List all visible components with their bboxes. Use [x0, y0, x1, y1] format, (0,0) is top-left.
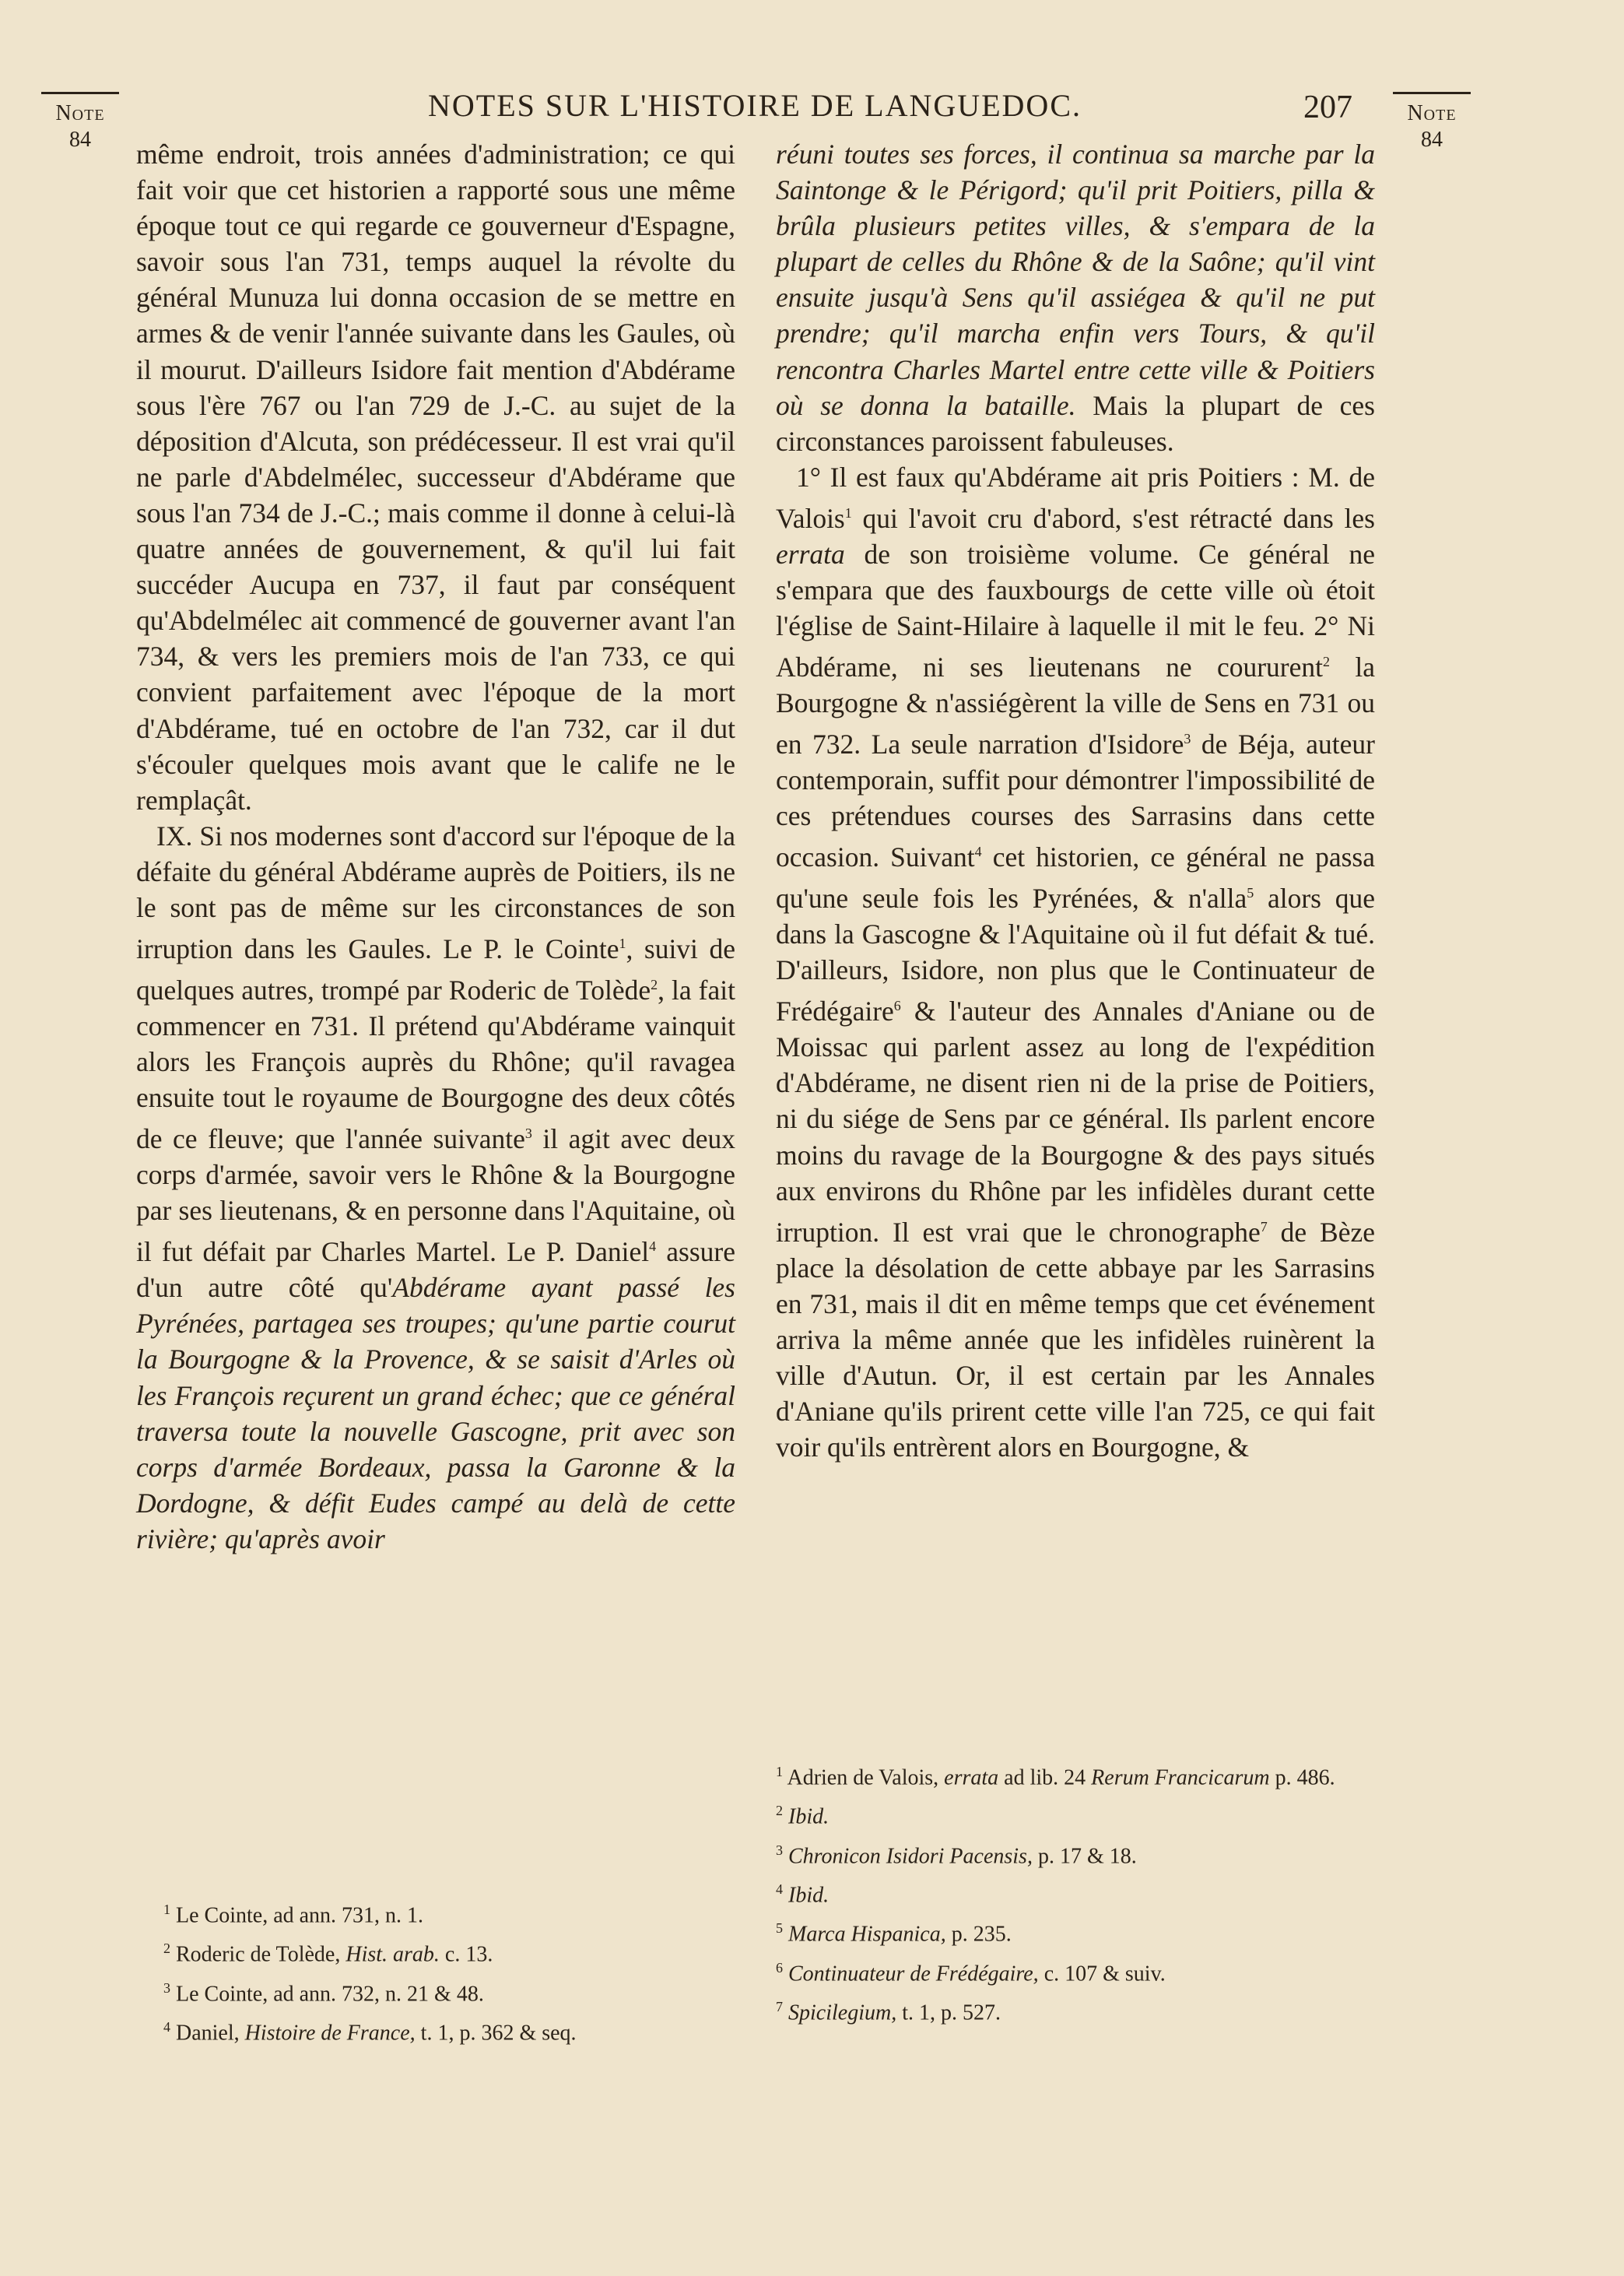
side-note-number: 84 [69, 128, 91, 152]
footnote-text: Le Cointe, ad ann. 732, n. 21 & 48. [176, 1981, 484, 2006]
footnote-text: t. 1, p. 362 & seq. [415, 2021, 577, 2046]
footnote-title: Ibid. [788, 1883, 830, 1908]
footnote-ref: 3 [1184, 731, 1191, 747]
footnote-ref: 1 [844, 504, 852, 521]
footnote-text: p. 486. [1269, 1765, 1335, 1790]
footnote-title: errata [944, 1765, 999, 1790]
footnote [163, 1893, 755, 1932]
side-note-number: 84 [1421, 128, 1443, 152]
text-run: de Béja, auteur contemporain, suffit pour démontrer l'impossibilité de ces prétendues courses des Sarrasins dans cette occasion. Suivant [776, 728, 1376, 873]
running-title: NOTES SUR L'HISTOIRE DE LANGUEDOC. [427, 88, 1082, 123]
text-run: qui l'avoit cru d'abord, s'est rétracté dans les [851, 502, 1375, 534]
footnote-ref: 3 [524, 1126, 532, 1142]
footnote-text: c. 107 & suiv. [1038, 1961, 1166, 1986]
footnote-title: Marca Hispanica, [788, 1922, 946, 1947]
footnote-number: 2 [163, 1941, 170, 1957]
running-header [0, 81, 1624, 128]
footnote [776, 1990, 1383, 2029]
footnote [776, 1794, 1383, 1833]
footnotes-left [163, 1893, 755, 2049]
text-run: il agit avec deux corps d'armée, savoir vers le Rhône & la Bourgogne par ses lieutenans, & en personne dans l'Aquitaine, où il fut défait par Charles Martel. Le P. Daniel [136, 1123, 735, 1268]
footnote [776, 1912, 1383, 1951]
text-run: assure d'un autre côté qu' [136, 1236, 735, 1304]
text-run: alors que dans la Gascogne & l'Aquitaine où il fut défait & tué. D'ailleurs, Isidore, non plus que le Continuateur de Frédégaire [776, 883, 1375, 1027]
footnote-text: t. 1, p. 527. [896, 2000, 1001, 2025]
footnote-ref: 6 [893, 998, 901, 1014]
footnote-number: 4 [163, 2018, 170, 2035]
text-run: errata [776, 538, 845, 570]
text-run: , suivi de quelques autres, trompé par Roderic de Tolède [136, 933, 735, 1006]
footnote-title: Histoire de France, [244, 2021, 416, 2046]
footnote-text: Adrien de Valois, [787, 1765, 945, 1790]
footnote [776, 1834, 1383, 1873]
text-run: 1° Il est faux qu'Abdérame ait pris Poitiers : M. de Valois [776, 461, 1375, 534]
side-note-rule [41, 92, 119, 94]
footnote-number: 3 [776, 1842, 783, 1858]
footnote-ref: 2 [651, 976, 658, 992]
left-column [136, 136, 735, 1557]
footnote-text: c. 13. [439, 1942, 493, 1967]
footnote-ref: 1 [619, 936, 626, 952]
paragraph: même endroit, trois années d'administration; ce qui fait voir que cet historien a rapporté sous une même époque tout ce qui regarde ce gouverneur d'Espagne, savoir sous l'an 731, temps auquel la révolte du général Munuza lui donna occasion de se mettre en armes & de venir l'année suivante dans les Gaules, où il mourut. D'ailleurs Isidore fait mention d'Abdérame sous l'ère 767 ou l'an 729 de J.-C. au sujet de la déposition d'Alcuta, son prédécesseur. Il est vrai qu'il ne parle d'Abdelmélec, successeur d'Abdérame que sous l'an 734 de J.-C.; mais comme il donne à celui-là quatre années de gouvernement, & qu'il lui fait succéder Aucupa en 737, il faut par conséquent qu'Abdelmélec ait commencé de gouverner avant l'an 734, & vers les premiers mois de l'an 733, ce qui convient parfaitement avec l'époque de la mort d'Abdérame, tué en octobre de l'an 732, car il dut s'écouler quelques mois avant que le calife ne le remplaçât. [136, 139, 735, 816]
footnote-text: Daniel, [176, 2021, 245, 2046]
text-run: de son troisième volume. Ce général ne s'empara que des fauxbourgs de cette ville où étoit l'église de Saint-Hilaire à laquelle il mit le feu. 2° Ni Abdérame, ni ses lieutenans ne coururent [776, 538, 1375, 683]
footnotes-right [776, 1755, 1383, 2029]
side-note-right [1389, 92, 1475, 153]
footnote [776, 1951, 1383, 1990]
footnote-number: 5 [776, 1920, 783, 1937]
footnote-ref: 7 [1260, 1218, 1268, 1235]
footnote-number: 7 [776, 1998, 783, 2014]
quotation: Abdérame ayant passé les Pyrénées, partagea ses troupes; qu'une partie courut la Bourgogne & la Provence, & se saisit d'Arles où les François reçurent un grand échec; que ce général traversa toute la nouvelle Gascogne, prit avec son corps d'armée Bordeaux, passa la Garonne & la Dordogne, & défit Eudes campé au delà de cette rivière; qu'après avoir [136, 1272, 735, 1554]
footnote-ref: 2 [1323, 654, 1331, 670]
text-run: la Bourgogne & n'assiégèrent la ville de Sens en 731 ou en 732. La seule narration d'Isidore [776, 651, 1376, 760]
footnote [776, 1755, 1383, 1794]
text-run: Mais la plupart de ces circonstances paroissent fabuleuses. [776, 389, 1375, 457]
footnote-title: Spicilegium, [788, 2000, 897, 2025]
footnote-ref: 4 [649, 1238, 657, 1255]
right-column [776, 136, 1375, 1465]
text-run: de Bèze place la désolation de cette abbaye par les Sarrasins en 731, mais il dit en même temps que cet événement arriva la même année que les infidèles ruinèrent la ville d'Autun. Or, il est certain par les Annales d'Aniane qu'ils prirent cette ville l'an 725, ce qui fait voir qu'ils entrèrent alors en Bourgogne, & [776, 1216, 1375, 1463]
footnote-text: ad lib. 24 [998, 1765, 1092, 1790]
footnote-number: 6 [776, 1959, 783, 1976]
footnote [163, 1932, 755, 1971]
footnote-title: Continuateur de Frédégaire, [788, 1961, 1039, 1986]
text-run: , la fait commencer en 731. Il prétend qu'Abdérame vainquit alors les François auprès du Rhône; qu'il ravagea ensuite tout le royaume de Bourgogne des deux côtés de ce fleuve; que l'année suivante [136, 974, 735, 1155]
footnote-text: Le Cointe, ad ann. 731, n. 1. [176, 1903, 424, 1928]
footnote-ref: 5 [1247, 885, 1254, 901]
text-run: IX. Si nos modernes sont d'accord sur l'époque de la défaite du général Abdérame auprès de Poitiers, ils ne le sont pas de même sur les circonstances de son irruption dans les Gaules. Le P. le Cointe [136, 820, 735, 964]
footnote-ref: 4 [974, 844, 982, 860]
footnote [163, 1972, 755, 2011]
footnote-number: 1 [163, 1902, 170, 1917]
text-run: cet historien, ce général ne passa qu'une seule fois les Pyrénées, & n'alla [776, 841, 1375, 915]
footnote-number: 3 [163, 1979, 170, 1996]
footnote [776, 1873, 1383, 1912]
footnote [163, 2011, 755, 2049]
footnote-text: Roderic de Tolède, [176, 1942, 346, 1967]
footnote-number: 4 [776, 1881, 783, 1897]
paragraph-ix [136, 818, 735, 1557]
side-note-label: Note [1407, 101, 1457, 125]
text-run: & l'auteur des Annales d'Aniane ou de Moissac qui parlent assez au long de l'expédition d'Abdérame, ne disent rien ni de la prise de Poitiers, ni du siége de Sens par ce général. Ils parlent encore moins du ravage de la Bourgogne & des pays situés aux environs du Rhône par les infidèles durant cette irruption. Il est vrai que le chronographe [776, 996, 1375, 1248]
footnote-title: Ibid. [788, 1804, 830, 1829]
footnote-text: p. 235. [945, 1922, 1012, 1947]
quotation: réuni toutes ses forces, il continua sa marche par la Saintonge & le Périgord; qu'il prit Poitiers, pilla & brûla plusieurs petites villes, & s'empara de la plupart de celles du Rhône & de la Saône; qu'il vint ensuite jusqu'à Sens qu'il assiégea & qu'il ne put prendre; qu'il marcha enfin vers Tours, & qu'il rencontra Charles Martel entre cette ville & Poitiers où se donna la bataille. [776, 139, 1375, 421]
side-note-rule [1393, 92, 1471, 94]
footnote-text: p. 17 & 18. [1032, 1843, 1137, 1868]
paragraph [776, 136, 1375, 459]
footnote-title: Chronicon Isidori Pacensis, [788, 1843, 1033, 1868]
footnote-number: 1 [776, 1764, 783, 1779]
page-number: 207 [1303, 90, 1352, 125]
side-note-label: Note [55, 101, 105, 125]
side-note-left [37, 92, 123, 153]
paragraph [776, 459, 1375, 1465]
footnote-number: 2 [776, 1803, 783, 1819]
footnote-title: Hist. arab. [345, 1942, 440, 1967]
footnote-title: Rerum Francicarum [1091, 1765, 1270, 1790]
